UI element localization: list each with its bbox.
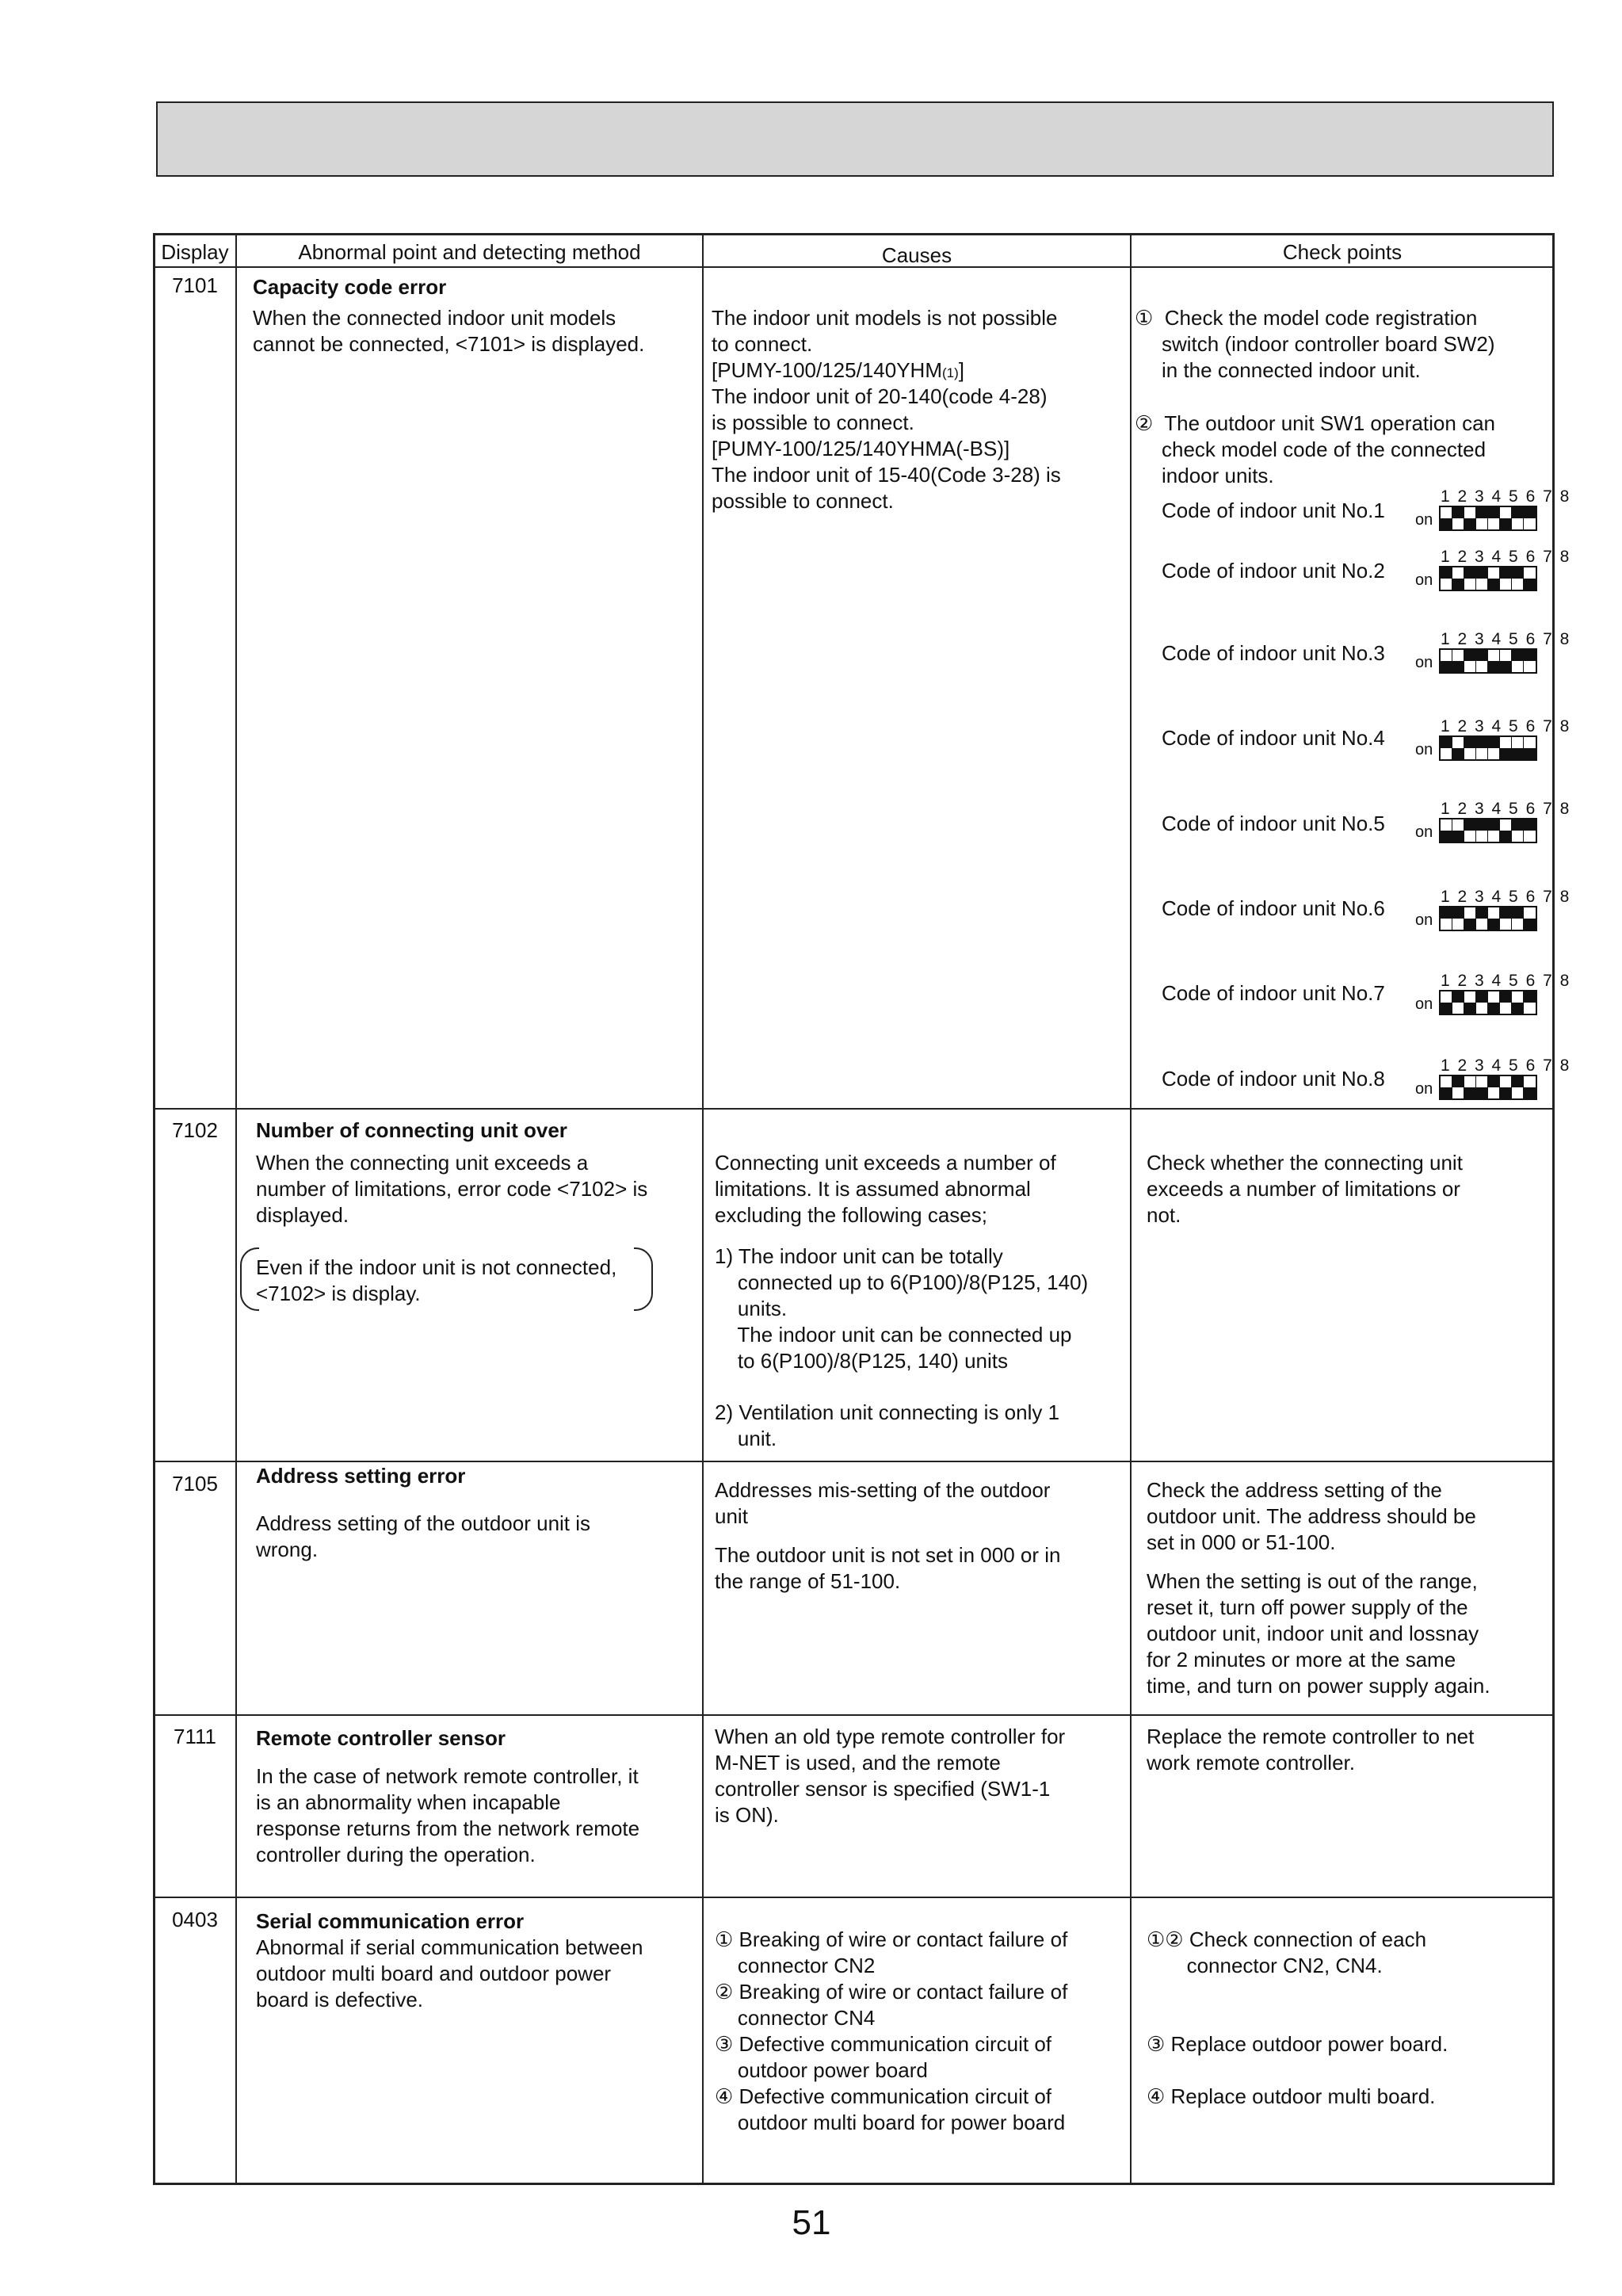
indoor-code-label: Code of indoor unit No.6 [1162, 896, 1385, 920]
indoor-code-label: Code of indoor unit No.4 [1162, 726, 1385, 750]
switch-on-label: on [1415, 995, 1433, 1013]
cause-line: Addresses mis-setting of the outdoor [715, 1478, 1051, 1502]
cause-line: M-NET is used, and the remote [715, 1751, 1001, 1775]
cause-line: is possible to connect. [712, 411, 914, 434]
cause-line: connector CN4 [715, 2006, 876, 2030]
check-line: ① Check the model code registration [1135, 306, 1478, 330]
switch-cell [1512, 819, 1524, 842]
desc-line: controller during the operation. [256, 1843, 536, 1866]
cause-line: Connecting unit exceeds a number of [715, 1151, 1056, 1175]
cause-line: unit [715, 1504, 748, 1528]
switch-cell [1476, 907, 1488, 930]
page-number: 51 [792, 2203, 831, 2242]
desc-line: outdoor multi board and outdoor power [256, 1962, 612, 1985]
desc-line: is an abnormality when incapable [256, 1790, 561, 1814]
cause-line: The indoor unit of 20-140(code 4-28) [712, 384, 1048, 408]
switch-cell [1452, 737, 1464, 759]
switch-row [1439, 990, 1537, 1015]
column-divider [702, 233, 704, 2185]
row-divider [153, 1714, 1555, 1716]
switch-cell [1441, 1076, 1452, 1098]
switch-cell [1476, 650, 1488, 672]
switch-cell [1441, 907, 1452, 930]
check-line: Replace the remote controller to net [1147, 1725, 1475, 1748]
switch-position-numbers: 1 2 3 4 5 6 7 8 [1441, 1056, 1571, 1075]
desc-line: cannot be connected, <7101> is displayed. [253, 332, 645, 356]
switch-cell [1464, 650, 1476, 672]
switch-cell [1512, 650, 1524, 672]
cause-line: units. [715, 1297, 788, 1320]
switch-position-numbers: 1 2 3 4 5 6 7 8 [1441, 972, 1571, 990]
switch-cell [1464, 819, 1476, 842]
note-bracket-right [634, 1247, 653, 1311]
cause-line: The indoor unit can be connected up [715, 1323, 1072, 1347]
switch-cell [1464, 991, 1476, 1014]
code-7101: 7101 [172, 273, 218, 297]
switch-cell [1524, 737, 1536, 759]
switch-row [1439, 735, 1537, 761]
cause-line: ① Breaking of wire or contact failure of [715, 1927, 1068, 1951]
switch-cell [1464, 1076, 1476, 1098]
switch-cell [1488, 507, 1500, 529]
cause-line: connector CN2 [715, 1954, 876, 1977]
code-7105: 7105 [172, 1472, 218, 1496]
switch-cell [1500, 819, 1512, 842]
desc-line: number of limitations, error code <7102> is [256, 1177, 648, 1201]
cause-line: is ON). [715, 1803, 779, 1827]
cause-line: The indoor unit models is not possible [712, 306, 1058, 330]
switch-cell [1488, 819, 1500, 842]
switch-cell [1441, 567, 1452, 590]
desc-line: Address setting of the outdoor unit is [256, 1511, 591, 1535]
cause-line: possible to connect. [712, 489, 894, 513]
switch-on-label: on [1415, 654, 1433, 671]
check-line: indoor units. [1162, 464, 1274, 487]
check-line: ② The outdoor unit SW1 operation can [1135, 411, 1495, 435]
desc-line: In the case of network remote controller, it [256, 1764, 639, 1788]
title-0403: Serial communication error [256, 1909, 525, 1933]
check-line: ④ Replace outdoor multi board. [1147, 2084, 1436, 2108]
switch-cell [1476, 567, 1488, 590]
switch-row [1439, 648, 1537, 674]
switch-cell [1512, 1076, 1524, 1098]
switch-row [1439, 506, 1537, 531]
check-line: time, and turn on power supply again. [1147, 1674, 1490, 1698]
column-divider [235, 233, 237, 2185]
switch-cell [1464, 507, 1476, 529]
check-line: Check the address setting of the [1147, 1478, 1442, 1502]
switch-cell [1500, 737, 1512, 759]
title-7101: Capacity code error [253, 275, 447, 299]
switch-cell [1488, 737, 1500, 759]
indoor-code-label: Code of indoor unit No.1 [1162, 499, 1385, 522]
header-causes: Causes [881, 243, 952, 267]
check-line: switch (indoor controller board SW2) [1162, 332, 1495, 356]
desc-line: When the connecting unit exceeds a [256, 1151, 589, 1175]
check-line: work remote controller. [1147, 1751, 1355, 1775]
switch-position-numbers: 1 2 3 4 5 6 7 8 [1441, 548, 1571, 566]
switch-row [1439, 906, 1537, 931]
switch-on-label: on [1415, 911, 1433, 929]
switch-row [1439, 1075, 1537, 1100]
indoor-code-label: Code of indoor unit No.8 [1162, 1067, 1385, 1091]
indoor-code-label: Code of indoor unit No.3 [1162, 641, 1385, 665]
switch-cell [1476, 737, 1488, 759]
switch-row [1439, 566, 1537, 591]
check-line: in the connected indoor unit. [1162, 358, 1421, 382]
switch-cell [1500, 991, 1512, 1014]
switch-cell [1452, 507, 1464, 529]
switch-on-label: on [1415, 1080, 1433, 1098]
cause-line: The outdoor unit is not set in 000 or in [715, 1543, 1061, 1567]
switch-cell [1441, 507, 1452, 529]
cause-line: controller sensor is specified (SW1-1 [715, 1777, 1051, 1801]
switch-on-label: on [1415, 823, 1433, 841]
cause-line: outdoor multi board for power board [715, 2111, 1066, 2134]
switch-cell [1524, 907, 1536, 930]
row-divider [153, 1461, 1555, 1462]
switch-cell [1488, 1076, 1500, 1098]
switch-position-numbers: 1 2 3 4 5 6 7 8 [1441, 888, 1571, 906]
note-line: <7102> is display. [256, 1282, 421, 1305]
cause-line: to 6(P100)/8(P125, 140) units [715, 1349, 1008, 1373]
switch-cell [1441, 819, 1452, 842]
indoor-code-label: Code of indoor unit No.7 [1162, 981, 1385, 1005]
note-line: Even if the indoor unit is not connected, [256, 1255, 617, 1279]
switch-on-label: on [1415, 571, 1433, 589]
switch-cell [1476, 991, 1488, 1014]
cause-line: [PUMY-100/125/140YHM(1)] [712, 358, 964, 382]
cause-subscript: (1) [941, 365, 959, 380]
cause-line: ② Breaking of wire or contact failure of [715, 1980, 1068, 2004]
title-7102: Number of connecting unit over [256, 1118, 567, 1142]
switch-cell [1500, 1076, 1512, 1098]
switch-position-numbers: 1 2 3 4 5 6 7 8 [1441, 630, 1571, 648]
switch-cell [1476, 507, 1488, 529]
switch-cell [1464, 567, 1476, 590]
desc-line: response returns from the network remote [256, 1817, 640, 1840]
cause-line: When an old type remote controller for [715, 1725, 1066, 1748]
section-header-bar [156, 101, 1554, 177]
check-line: not. [1147, 1203, 1181, 1227]
switch-cell [1452, 1076, 1464, 1098]
check-line: for 2 minutes or more at the same [1147, 1648, 1456, 1671]
title-7111: Remote controller sensor [256, 1726, 506, 1750]
switch-cell [1476, 1076, 1488, 1098]
check-line: set in 000 or 51-100. [1147, 1530, 1336, 1554]
check-line: check model code of the connected [1162, 437, 1487, 461]
switch-cell [1512, 507, 1524, 529]
desc-line: Abnormal if serial communication between [256, 1935, 643, 1959]
switch-cell [1524, 507, 1536, 529]
switch-position-numbers: 1 2 3 4 5 6 7 8 [1441, 487, 1571, 506]
header-display: Display [161, 240, 229, 264]
switch-cell [1524, 819, 1536, 842]
code-7111: 7111 [174, 1725, 216, 1748]
switch-cell [1500, 507, 1512, 529]
switch-cell [1476, 819, 1488, 842]
column-divider [1130, 233, 1132, 2185]
check-line: connector CN2, CN4. [1147, 1954, 1383, 1977]
switch-cell [1512, 907, 1524, 930]
switch-cell [1464, 737, 1476, 759]
cause-line: ③ Defective communication circuit of [715, 2032, 1052, 2056]
cause-line: ④ Defective communication circuit of [715, 2084, 1052, 2108]
desc-line: wrong. [256, 1538, 319, 1561]
switch-cell [1488, 650, 1500, 672]
cause-line: connected up to 6(P100)/8(P125, 140) [715, 1270, 1089, 1294]
cause-line: 2) Ventilation unit connecting is only 1 [715, 1400, 1060, 1424]
switch-on-label: on [1415, 511, 1433, 529]
cause-line: outdoor power board [715, 2058, 928, 2082]
cause-line: unit. [715, 1427, 777, 1450]
cause-line: excluding the following cases; [715, 1203, 987, 1227]
switch-cell [1500, 567, 1512, 590]
check-line: ③ Replace outdoor power board. [1147, 2032, 1448, 2056]
row-divider [153, 1897, 1555, 1898]
cause-line: limitations. It is assumed abnormal [715, 1177, 1031, 1201]
check-line: Check whether the connecting unit [1147, 1151, 1463, 1175]
switch-cell [1488, 567, 1500, 590]
switch-position-numbers: 1 2 3 4 5 6 7 8 [1441, 717, 1571, 735]
code-0403: 0403 [172, 1908, 218, 1931]
check-line: reset it, turn off power supply of the [1147, 1595, 1468, 1619]
switch-cell [1488, 907, 1500, 930]
switch-cell [1464, 907, 1476, 930]
cause-line: to connect. [712, 332, 813, 356]
cause-line: 1) The indoor unit can be totally [715, 1244, 1003, 1268]
switch-cell [1524, 650, 1536, 672]
indoor-code-label: Code of indoor unit No.5 [1162, 812, 1385, 835]
switch-cell [1452, 907, 1464, 930]
check-line: outdoor unit, indoor unit and lossnay [1147, 1622, 1479, 1645]
cause-line: The indoor unit of 15-40(Code 3-28) is [712, 463, 1061, 487]
header-check: Check points [1282, 240, 1403, 264]
switch-on-label: on [1415, 741, 1433, 758]
switch-cell [1452, 819, 1464, 842]
switch-cell [1441, 991, 1452, 1014]
switch-cell [1512, 737, 1524, 759]
switch-position-numbers: 1 2 3 4 5 6 7 8 [1441, 800, 1571, 818]
row-divider [153, 1108, 1555, 1110]
switch-cell [1512, 567, 1524, 590]
switch-cell [1452, 991, 1464, 1014]
check-line: outdoor unit. The address should be [1147, 1504, 1476, 1528]
switch-cell [1524, 991, 1536, 1014]
cause-line: the range of 51-100. [715, 1569, 901, 1593]
desc-line: board is defective. [256, 1988, 424, 2011]
switch-row [1439, 818, 1537, 843]
switch-cell [1452, 650, 1464, 672]
switch-cell [1452, 567, 1464, 590]
check-line: ①② Check connection of each [1147, 1927, 1427, 1951]
switch-cell [1524, 1076, 1536, 1098]
switch-cell [1441, 737, 1452, 759]
code-7102: 7102 [172, 1118, 218, 1142]
switch-cell [1512, 991, 1524, 1014]
switch-cell [1524, 567, 1536, 590]
cause-line: [PUMY-100/125/140YHMA(-BS)] [712, 437, 1010, 460]
title-7105: Address setting error [256, 1464, 466, 1488]
switch-cell [1500, 650, 1512, 672]
check-line: exceeds a number of limitations or [1147, 1177, 1460, 1201]
switch-cell [1488, 991, 1500, 1014]
switch-cell [1441, 650, 1452, 672]
indoor-code-label: Code of indoor unit No.2 [1162, 559, 1385, 583]
desc-line: displayed. [256, 1203, 349, 1227]
desc-line: When the connected indoor unit models [253, 306, 616, 330]
check-line: When the setting is out of the range, [1147, 1569, 1478, 1593]
header-abnormal: Abnormal point and detecting method [298, 240, 641, 264]
switch-cell [1500, 907, 1512, 930]
